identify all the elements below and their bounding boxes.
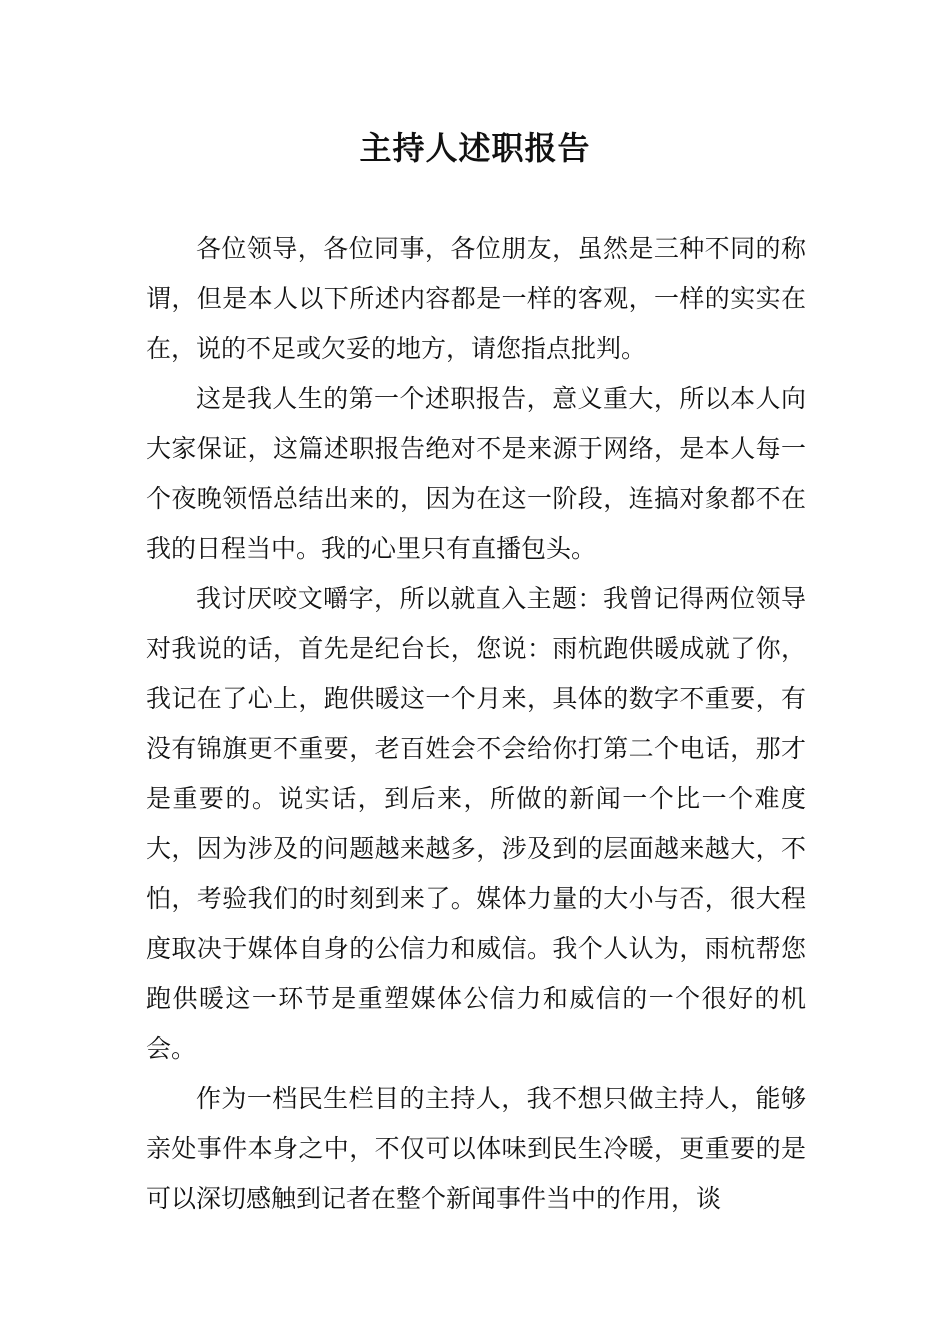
paragraph-3: 我讨厌咬文嚼字，所以就直入主题：我曾记得两位领导对我说的话，首先是纪台长，您说：雨杭跑供暖成就了你，我记在了心上，跑供暖这一个月来，具体的数字不重要，有没有锦旗更不重要，老百姓会不会给你打第二个电话，那才是重要的。说实话，到后来，所做的新闻一个比一个难度大，因为涉及的问题越来越多，涉及到的层面越来越大，不怕，考验我们的时刻到来了。媒体力量的大小与否，很大程度取决于媒体自身的公信力和威信。我个人认为，雨杭帮您跑供暖这一环节是重塑媒体公信力和威信的一个很好的机会。 <box>146 584 806 1063</box>
paragraph-1: 各位领导，各位同事，各位朋友，虽然是三种不同的称谓，但是本人以下所述内容都是一样的客观，一样的实实在在，说的不足或欠妥的地方，请您指点批判。 <box>146 234 806 363</box>
document-title: 主持人述职报告 <box>359 129 591 167</box>
document-body <box>146 224 806 1224</box>
paragraph-2: 这是我人生的第一个述职报告，意义重大，所以本人向大家保证，这篇述职报告绝对不是来源于网络，是本人每一个夜晚领悟总结出来的，因为在这一阶段，连搞对象都不在我的日程当中。我的心里只有直播包头。 <box>146 384 806 563</box>
paragraph-4: 作为一档民生栏目的主持人，我不想只做主持人，能够亲处事件本身之中，不仅可以体味到民生冷暖，更重要的是可以深切感触到记者在整个新闻事件当中的作用，谈 <box>146 1084 806 1213</box>
